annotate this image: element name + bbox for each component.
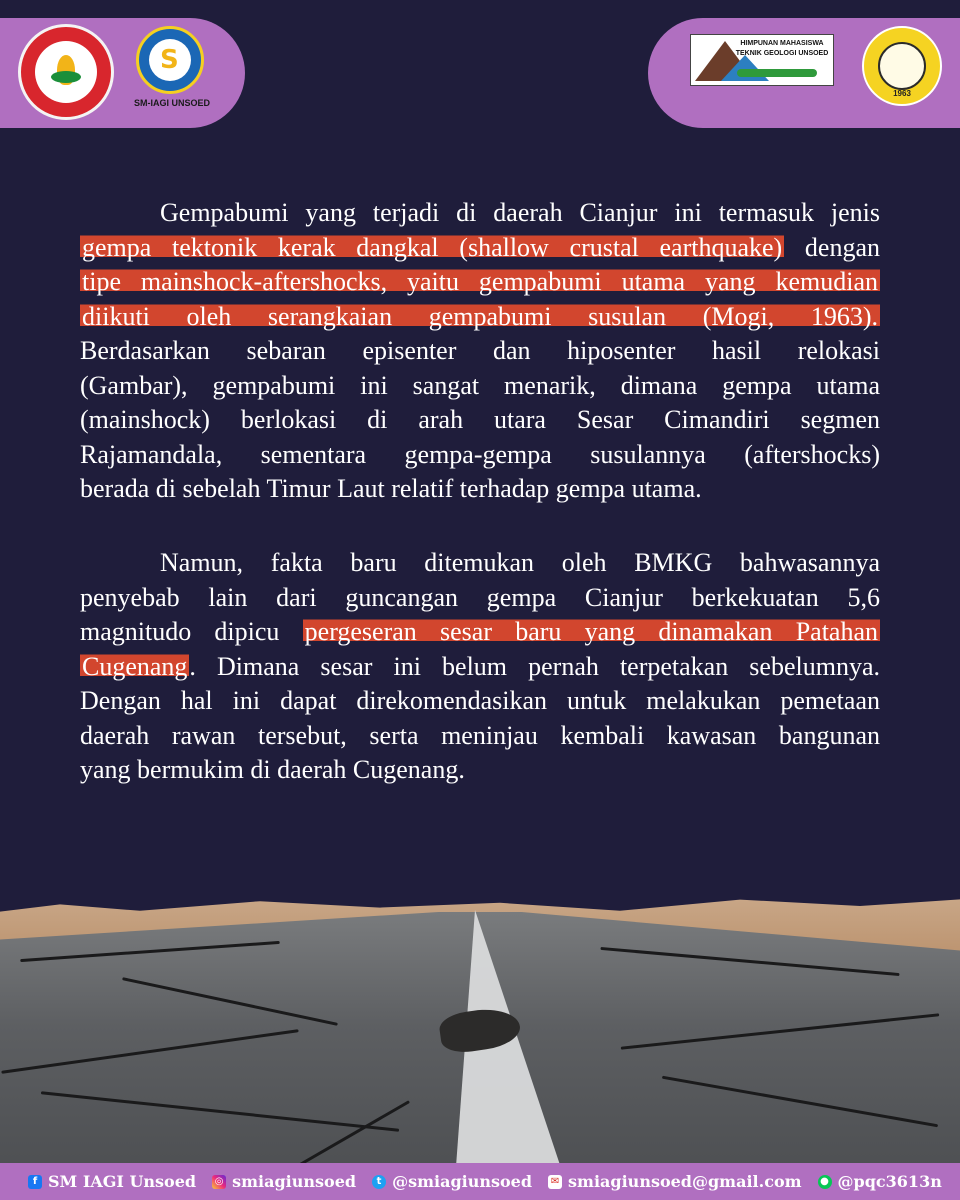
highlight: pergeseran sesar baru yang dinamakan Patahan bbox=[304, 617, 878, 646]
footer-line[interactable] bbox=[818, 1172, 942, 1191]
p1-line-6: (Gambar), gempabumi ini sangat menarik, dimana gempa utama bbox=[80, 370, 880, 400]
p1-line-3 bbox=[80, 265, 880, 300]
p2-line-6: daerah rawan tersebut, serta meninjau kembali kawasan bangunan bbox=[80, 720, 880, 750]
p2-line-3 bbox=[80, 615, 880, 650]
p1-line-4 bbox=[80, 300, 880, 335]
p2-line-5: Dengan hal ini dapat direkomendasikan untuk melakukan pemetaan bbox=[80, 686, 880, 715]
p2-line-2: penyebab lain dari guncangan gempa Cianjur berkekuatan 5,6 bbox=[80, 582, 880, 612]
facebook-icon: f bbox=[28, 1175, 42, 1189]
unsoed-logo bbox=[862, 26, 942, 106]
p2-line-3-pre: magnitudo dipicu bbox=[80, 617, 303, 646]
facebook-label: SM IAGI Unsoed bbox=[48, 1172, 197, 1191]
paragraph-2 bbox=[80, 546, 880, 788]
fgmi-logo bbox=[18, 24, 114, 120]
p1-line-8: Rajamandala, sementara gempa-gempa susulannya (aftershocks) bbox=[80, 439, 880, 469]
iagi-logo: S bbox=[136, 26, 204, 94]
p1-line-5: Berdasarkan sebaran episenter dan hiposenter hasil relokasi bbox=[80, 336, 880, 365]
unsoed-year: 1963 bbox=[893, 89, 911, 98]
footer-email[interactable] bbox=[548, 1172, 802, 1191]
twitter-label: @smiagiunsoed bbox=[392, 1172, 533, 1191]
p1-line-2 bbox=[80, 231, 880, 266]
footer-twitter[interactable] bbox=[372, 1172, 532, 1191]
hmtg-logo-text: HIMPUNAN MAHASISWA TEKNIK GEOLOGI UNSOED bbox=[735, 40, 829, 57]
p2-line-4 bbox=[80, 650, 880, 685]
line-label: @pqc3613n bbox=[837, 1172, 942, 1191]
highlight: Cugenang bbox=[82, 651, 188, 681]
highlight: gempa tektonik kerak dangkal (shallow crustal earthquake) bbox=[82, 232, 783, 262]
footer-contact-bar bbox=[0, 1163, 960, 1200]
highlight: tipe mainshock-aftershocks, yaitu gempabumi utama yang kemudian bbox=[82, 267, 878, 296]
instagram-label: smiagiunsoed bbox=[232, 1172, 357, 1191]
paragraph-1 bbox=[80, 196, 880, 507]
p1-line-7: (mainshock) berlokasi di arah utara Sesar Cimandiri segmen bbox=[80, 405, 880, 434]
iagi-caption: SM-IAGI UNSOED bbox=[133, 98, 210, 108]
p1-line-9: berada di sebelah Timur Laut relatif terhadap gempa utama. bbox=[80, 474, 702, 503]
p2-line-1: Namun, fakta baru ditemukan oleh BMKG bahwasannya bbox=[160, 548, 880, 577]
p2-line-7: yang bermukim di daerah Cugenang. bbox=[80, 755, 465, 784]
footer-instagram[interactable] bbox=[212, 1172, 356, 1191]
twitter-icon: t bbox=[372, 1175, 386, 1189]
email-label: smiagiunsoed@gmail.com bbox=[568, 1172, 802, 1191]
email-icon: ✉ bbox=[548, 1175, 562, 1189]
highlight: diikuti oleh serangkaian gempabumi susulan (Mogi, 1963). bbox=[82, 301, 878, 331]
footer-facebook[interactable] bbox=[28, 1172, 196, 1191]
line-icon: ● bbox=[818, 1175, 832, 1189]
cracked-road-image bbox=[0, 890, 960, 1200]
hmtg-logo bbox=[690, 34, 834, 86]
instagram-icon: ◎ bbox=[212, 1175, 226, 1189]
p1-line-2-rest: dengan bbox=[784, 232, 880, 262]
p1-line-1: Gempabumi yang terjadi di daerah Cianjur ini termasuk jenis bbox=[160, 198, 880, 227]
p2-line-4-rest: . Dimana sesar ini belum pernah terpetakan sebelumnya. bbox=[189, 651, 880, 681]
